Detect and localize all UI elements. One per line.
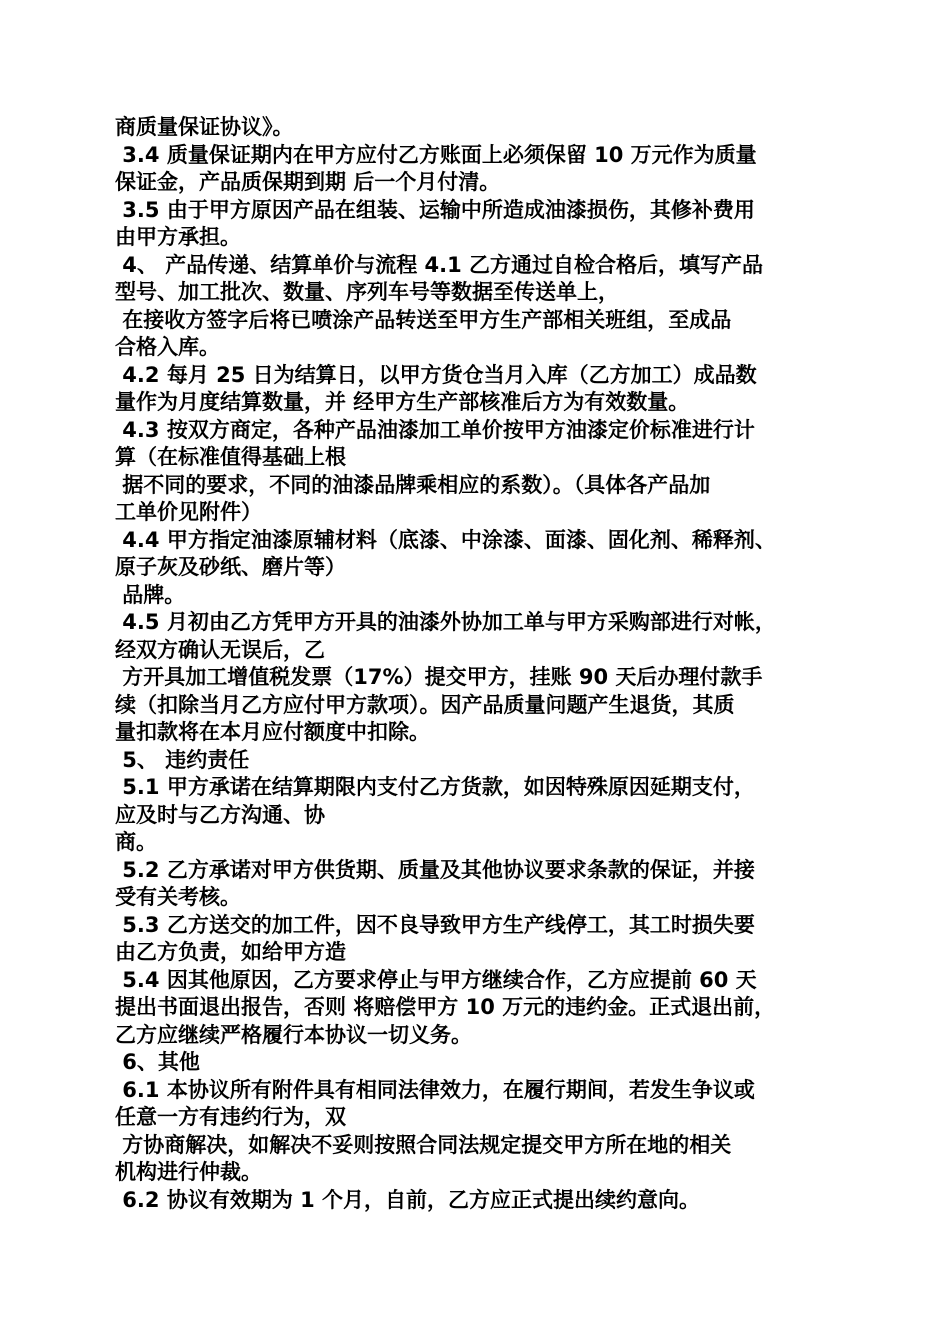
text-line: 由乙方负责，如给甲方造 (115, 940, 346, 964)
text-line: 经双方确认无误后，乙 (115, 637, 325, 662)
text-line: 4、 产品传递、结算单价与流程 4.1 乙方通过自检合格后，填写产品 (115, 252, 764, 277)
text-line: 3.4 质量保证期内在甲方应付乙方账面上必须保留 10 万元作为质量 (115, 142, 757, 167)
text-line: 5.2 乙方承诺对甲方供货期、质量及其他协议要求条款的保证，并接 (115, 857, 755, 882)
text-line: 保证金，产品质保期到期 后一个月付清。 (115, 170, 501, 194)
text-line: 据不同的要求，不同的油漆品牌乘相应的系数）。（具体各产品加 (115, 472, 711, 497)
text-line: 方开具加工增值税发票（17%）提交甲方，挂账 90 天后办理付款手 (115, 665, 763, 689)
text-line: 商质量保证协议》。 (115, 115, 294, 139)
text-line: 3.5 由于甲方原因产品在组装、运输中所造成油漆损伤，其修补费用 (115, 197, 755, 222)
text-line: 量扣款将在本月应付额度中扣除。 (115, 720, 430, 744)
text-line: 应及时与乙方沟通、协 (115, 802, 325, 827)
text-line: 乙方应继续严格履行本协议一切义务。 (115, 1022, 472, 1047)
text-line: 6.2 协议有效期为 1 个月，自前，乙方应正式提出续约意向。 (115, 1187, 701, 1212)
text-line: 在接收方签字后将已喷涂产品转送至甲方生产部相关班组，至成品 (115, 307, 732, 332)
text-line: 受有关考核。 (115, 885, 241, 909)
text-line: 品牌。 (115, 582, 186, 607)
text-line: 由甲方承担。 (115, 225, 241, 249)
text-line: 4.5 月初由乙方凭甲方开具的油漆外协加工单与甲方采购部进行对帐， (115, 610, 776, 634)
text-line: 4.3 按双方商定，各种产品油漆加工单价按甲方油漆定价标准进行计 (115, 417, 755, 442)
text-line: 5、 违约责任 (115, 747, 250, 772)
text-line: 方协商解决，如解决不妥则按照合同法规定提交甲方所在地的相关 (115, 1132, 732, 1157)
text-line: 5.4 因其他原因，乙方要求停止与甲方继续合作，乙方应提前 60 天 (115, 967, 757, 992)
text-line: 4.2 每月 25 日为结算日，以甲方货仓当月入库（乙方加工）成品数 (115, 362, 757, 387)
text-line: 6、其他 (115, 1050, 200, 1074)
text-line: 型号、加工批次、数量、序列车号等数据至传送单上， (115, 280, 619, 304)
text-line: 5.1 甲方承诺在结算期限内支付乙方货款，如因特殊原因延期支付， (115, 775, 755, 799)
text-line: 5.3 乙方送交的加工件，因不良导致甲方生产线停工，其工时损失要 (115, 912, 755, 937)
text-line: 算（在标准值得基础上根 (115, 445, 346, 469)
document-body (115, 114, 845, 1214)
text-line: 合格入库。 (115, 335, 220, 359)
text-line: 提出书面退出报告，否则 将赔偿甲方 10 万元的违约金。正式退出前， (115, 995, 776, 1019)
text-line: 量作为月度结算数量，并 经甲方生产部核准后方为有效数量。 (115, 390, 690, 414)
text-line: 4.4 甲方指定油漆原辅材料（底漆、中涂漆、面漆、固化剂、稀释剂、 (115, 527, 776, 552)
text-line: 任意一方有违约行为，双 (115, 1105, 346, 1129)
text-line: 原子灰及砂纸、磨片等） (115, 555, 346, 579)
text-line: 机构进行仲裁。 (115, 1160, 262, 1184)
text-line: 续（扣除当月乙方应付甲方款项）。因产品质量问题产生退货，其质 (115, 692, 735, 717)
text-line: 6.1 本协议所有附件具有相同法律效力，在履行期间，若发生争议或 (115, 1077, 755, 1102)
text-line: 商。 (115, 830, 157, 854)
text-line: 工单价见附件） (115, 500, 262, 524)
